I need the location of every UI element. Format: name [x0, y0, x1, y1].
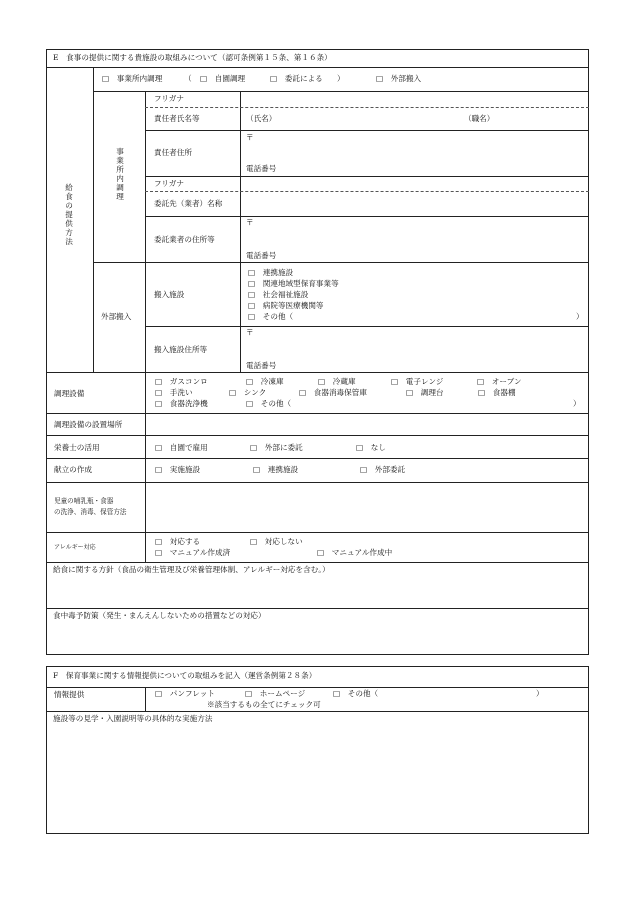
info-other[interactable]: □ その他（ [333, 689, 379, 698]
equip-handwash[interactable]: □ 手洗い [155, 388, 193, 397]
delivery-option-related[interactable]: □ 関連地域型保育事業等 [248, 279, 339, 288]
equipment-location-label: 調理設備の設置場所 [54, 420, 123, 429]
delivery-option-other[interactable]: □ その他（ [248, 312, 294, 321]
postal-mark-2: 〒 [246, 218, 254, 227]
manager-address-label: 責任者住所 [154, 148, 192, 157]
check-note: ※該当するもの全てにチェック可 [207, 700, 321, 709]
equip-oven[interactable]: □ オーブン [477, 377, 522, 386]
info-label: 情報提供 [54, 690, 85, 699]
visit-label: 施設等の見学・入園説明等の具体的な実施方法 [53, 714, 213, 723]
consign-checkbox[interactable]: □ 委託による [270, 74, 323, 83]
section-e-title: E 食事の提供に関する貴施設の取組みについて（認可条例第１５条、第１６条） [53, 53, 332, 62]
bottle-label-2: の洗浄、消毒、保管方法 [54, 508, 127, 516]
delivery-facility-label: 搬入施設 [154, 290, 185, 299]
info-pamphlet[interactable]: □ パンフレット [155, 689, 215, 698]
nutri-none[interactable]: □ なし [356, 443, 386, 452]
menu-facility[interactable]: □ 実施施設 [155, 465, 201, 474]
delivery-other-close: ） [576, 312, 584, 321]
own-kitchen-checkbox[interactable]: □ 自園調理 [200, 74, 246, 83]
nutritionist-label: 栄養士の活用 [54, 443, 100, 452]
delivery-option-partner[interactable]: □ 連携施設 [248, 268, 294, 277]
equip-sterilizer[interactable]: □ 食器消毒保管庫 [299, 388, 367, 397]
allergy-no[interactable]: □ 対応しない [250, 537, 303, 546]
inhouse-cooking-checkbox[interactable]: □ 事業所内調理 [102, 74, 163, 83]
policy-label: 給食に関する方針（食品の衛生管理及び栄養管理体制、アレルギー対応を含む。） [53, 565, 330, 574]
contractor-name-label: 委託先（業者）名称 [154, 199, 223, 208]
phone-label-3: 電話番号 [246, 361, 277, 370]
menu-outsource[interactable]: □ 外部委託 [360, 465, 406, 474]
inhouse-label: 事 業 所 内 調 理 [116, 147, 124, 201]
postal-mark-3: 〒 [246, 328, 254, 337]
equip-dishwasher[interactable]: □ 食器洗浄機 [155, 399, 208, 408]
phone-label: 電話番号 [246, 164, 277, 173]
allergy-manual-wip[interactable]: □ マニュアル作成中 [317, 548, 393, 557]
section-f-table [46, 666, 589, 834]
equip-other[interactable]: □ その他（ [246, 399, 292, 408]
bottle-label-1: 児童の哺乳瓶・食器 [54, 497, 114, 505]
delivery-address-label: 搬入施設住所等 [154, 345, 208, 354]
equip-freezer[interactable]: □ 冷凍庫 [246, 377, 284, 386]
equip-gas-stove[interactable]: □ ガスコンロ [155, 377, 208, 386]
outside-delivery-checkbox[interactable]: □ 外部搬入 [376, 74, 422, 83]
outside-delivery-label: 外部搬入 [101, 312, 132, 321]
delivery-option-welfare[interactable]: □ 社会福祉施設 [248, 290, 309, 299]
manager-name-label: 責任者氏名等 [154, 114, 200, 123]
delivery-option-medical[interactable]: □ 病院等医療機関等 [248, 301, 324, 310]
furigana-label-2: フリガナ [154, 179, 184, 188]
equip-cupboard[interactable]: □ 食器棚 [478, 388, 516, 397]
name-hint[interactable]: （氏名） [246, 114, 277, 123]
section-f-title: F 保育事業に関する情報提供についての取組みを記入（運営条例第２８条） [53, 671, 317, 680]
equip-other-close: ） [573, 399, 581, 408]
poisoning-label: 食中毒予防策（発生・まんえんしないための措置などの対応） [53, 611, 266, 620]
open-paren: （ [184, 74, 192, 83]
close-paren: ） [337, 74, 345, 83]
info-other-close: ） [536, 689, 544, 698]
equipment-label: 調理設備 [54, 389, 85, 398]
meal-method-label: 給 食 の 提 供 方 法 [65, 183, 73, 246]
equip-fridge[interactable]: □ 冷蔵庫 [318, 377, 356, 386]
allergy-manual-done[interactable]: □ マニュアル作成済 [155, 548, 231, 557]
nutri-own[interactable]: □ 自園で雇用 [155, 443, 208, 452]
phone-label-2: 電話番号 [246, 251, 277, 260]
postal-mark: 〒 [246, 133, 254, 142]
allergy-label: アレルギー対応 [54, 544, 96, 551]
contractor-address-label: 委託業者の住所等 [154, 235, 215, 244]
equip-microwave[interactable]: □ 電子レンジ [391, 377, 444, 386]
allergy-yes[interactable]: □ 対応する [155, 537, 201, 546]
equip-counter[interactable]: □ 調理台 [406, 388, 444, 397]
equip-sink[interactable]: □ シンク [229, 388, 267, 397]
furigana-label: フリガナ [154, 94, 184, 103]
menu-partner[interactable]: □ 連携施設 [253, 465, 299, 474]
title-hint[interactable]: （職名） [464, 114, 495, 123]
menu-label: 献立の作成 [54, 465, 92, 474]
nutri-outsource[interactable]: □ 外部に委託 [250, 443, 303, 452]
info-homepage[interactable]: □ ホームページ [245, 689, 306, 698]
